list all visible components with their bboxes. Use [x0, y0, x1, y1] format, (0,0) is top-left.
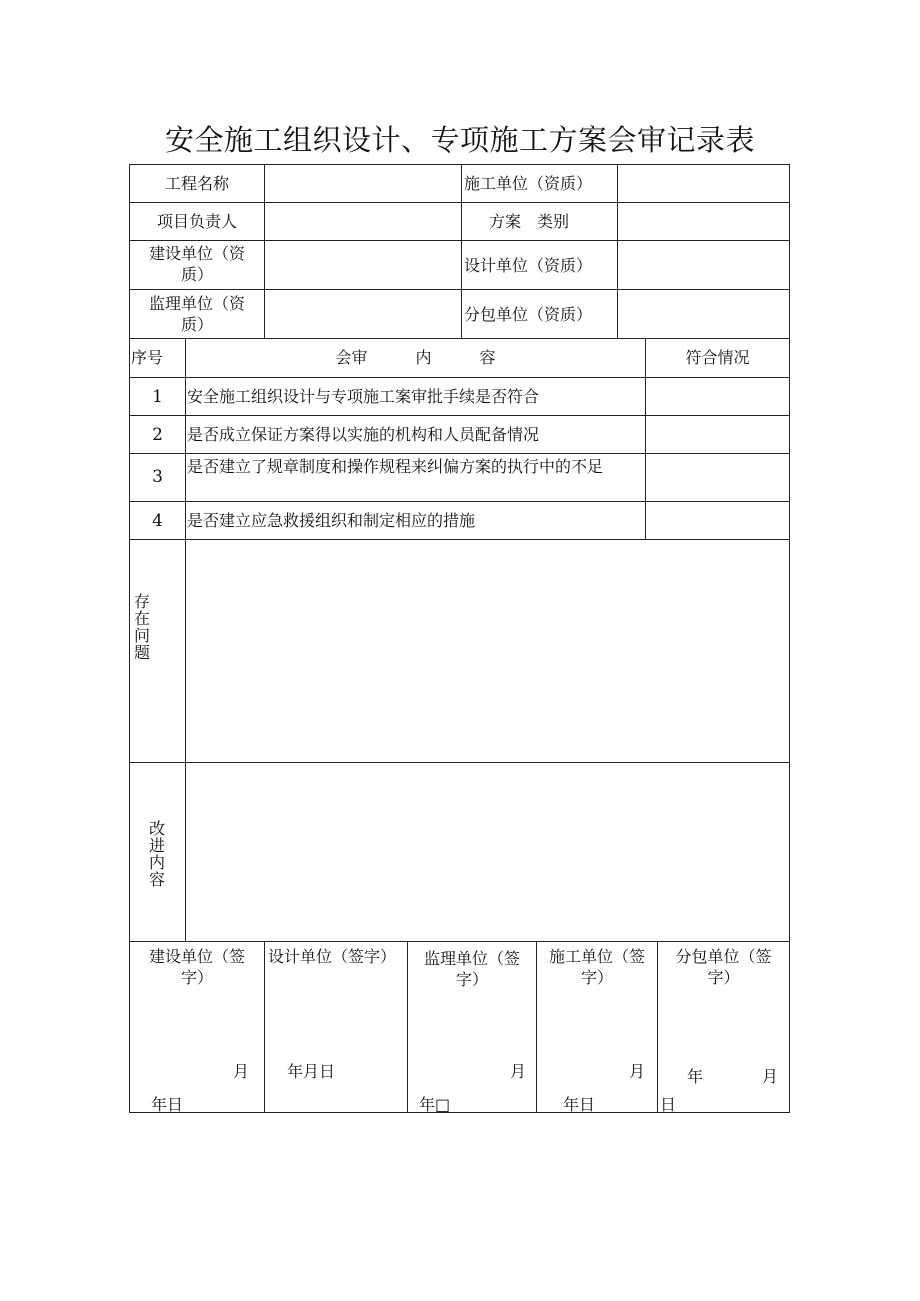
seq-header: 序号 — [131, 348, 164, 367]
compliance-cell[interactable] — [647, 503, 788, 538]
compliance-cell[interactable] — [647, 379, 788, 414]
construction-signature-label: 施工单位（签 字） — [548, 947, 645, 987]
design-unit-label: 设计单位（资质） — [464, 256, 593, 275]
subcontract-signature-year: 年 — [687, 1067, 704, 1086]
review-row-text: 是否成立保证方案得以实施的机构和人员配备情况 — [187, 425, 540, 444]
plan-category-label: 方案 类别 — [489, 212, 570, 231]
supervision-unit-label-line1: 监理单位（资 — [148, 294, 245, 313]
row-line — [129, 289, 790, 290]
subcontract-unit-value[interactable] — [619, 291, 788, 337]
owner-unit-label-line2: 质） — [180, 265, 213, 284]
plan-category-value[interactable] — [619, 204, 788, 239]
table-border-right — [789, 164, 790, 1113]
review-row-number: 4 — [152, 511, 163, 531]
owner-signature-label: 建设单位（签 字） — [148, 947, 245, 987]
table-border-bottom — [129, 1112, 790, 1113]
col-line — [264, 164, 265, 339]
design-signature-label: 设计单位（签字） — [268, 947, 397, 966]
review-row-number: 3 — [152, 467, 163, 487]
compliance-cell[interactable] — [647, 455, 788, 500]
issues-label: 存 在 问 题 — [133, 592, 150, 662]
supervision-unit-label-line2: 质） — [180, 315, 213, 334]
review-row-text: 是否建立应急救援组织和制定相应的措施 — [187, 511, 476, 530]
compliance-cell[interactable] — [647, 417, 788, 452]
content-header: 会审 内 容 — [335, 348, 496, 367]
owner-signature-year-day: 年日 — [151, 1095, 184, 1114]
review-row-number: 1 — [152, 387, 163, 407]
row-line — [129, 377, 790, 378]
construction-unit-label: 施工单位（资质） — [464, 174, 593, 193]
row-line — [129, 453, 790, 454]
owner-unit-label — [130, 243, 264, 285]
row-line — [129, 415, 790, 416]
table-border-top — [129, 164, 790, 165]
supervision-signature-year-day: 年□ — [419, 1095, 451, 1114]
issues-input-area[interactable] — [187, 541, 788, 761]
supervision-signature-month: 月 — [510, 1062, 527, 1081]
project-name-label: 工程名称 — [164, 174, 229, 193]
col-line — [185, 338, 186, 942]
project-name-value[interactable] — [266, 166, 460, 201]
owner-unit-label-line1: 建设单位（资 — [148, 244, 245, 263]
row-line — [129, 539, 790, 540]
col-line — [461, 164, 462, 339]
review-row-text: 安全施工组织设计与专项施工案审批手续是否符合 — [187, 387, 540, 406]
owner-unit-value[interactable] — [266, 242, 460, 288]
row-line — [129, 762, 790, 763]
subcontract-unit-label: 分包单位（资质） — [464, 305, 593, 324]
col-line — [645, 338, 646, 540]
subcontract-signature-month: 月 — [762, 1067, 779, 1086]
row-line — [129, 338, 790, 339]
design-signature-date: 年月日 — [287, 1062, 336, 1081]
supervision-unit-value[interactable] — [266, 291, 460, 337]
project-manager-label: 项目负责人 — [156, 212, 237, 231]
page-title: 安全施工组织设计、专项施工方案会审记录表 — [164, 123, 755, 157]
subcontract-signature-day: 日 — [660, 1095, 677, 1114]
construction-signature-month: 月 — [629, 1062, 646, 1081]
design-unit-value[interactable] — [619, 242, 788, 288]
row-line — [129, 501, 790, 502]
col-line — [617, 164, 618, 339]
subcontract-signature-label: 分包单位（签 字） — [675, 947, 772, 987]
row-line — [129, 240, 790, 241]
review-row-text: 是否建立了规章制度和操作规程来纠偏方案的执行中的不足 — [187, 457, 604, 476]
compliance-header: 符合情况 — [685, 348, 750, 367]
improve-label: 改 进 内 容 — [148, 819, 165, 889]
project-manager-value[interactable] — [266, 204, 460, 239]
supervision-unit-label — [130, 293, 264, 335]
owner-signature-month: 月 — [233, 1062, 250, 1081]
supervision-signature-label: 监理单位（签 字） — [423, 949, 520, 989]
row-line — [129, 941, 790, 942]
row-line — [129, 202, 790, 203]
review-row-number: 2 — [152, 425, 163, 445]
construction-signature-year-day: 年日 — [563, 1095, 596, 1114]
col-line — [264, 941, 265, 1113]
improve-input-area[interactable] — [187, 764, 788, 940]
construction-unit-value[interactable] — [619, 166, 788, 201]
